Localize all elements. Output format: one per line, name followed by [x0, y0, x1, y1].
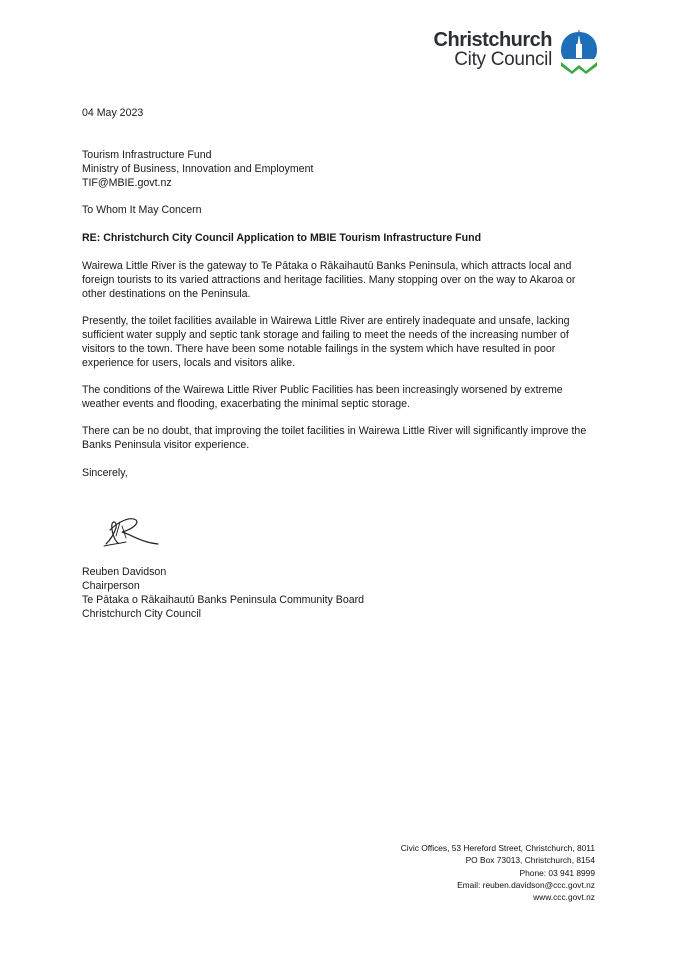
body-paragraph: [82, 424, 597, 452]
closing-text: Sincerely,: [82, 467, 128, 479]
recipient-line: Tourism Infrastructure Fund: [82, 149, 212, 161]
closing: [82, 466, 597, 480]
footer-website[interactable]: www.ccc.govt.nz: [533, 892, 595, 903]
body-paragraph: [82, 259, 597, 301]
footer-address: Civic Offices, 53 Hereford Street, Christchurch, 8011: [400, 843, 595, 853]
handwritten-signature: [100, 510, 162, 550]
greeting-text: To Whom It May Concern: [82, 204, 202, 216]
logo-wordmark: [434, 30, 552, 70]
recipient-line: Ministry of Business, Innovation and Employment: [82, 163, 314, 175]
recipient-email: TIF@MBIE.govt.nz: [82, 177, 172, 189]
footer-po-box: PO Box 73013, Christchurch, 8154: [465, 855, 595, 866]
paragraph-text: The conditions of the Wairewa Little River Public Facilities has been increasingly worsened by extreme weather events and flooding, exacerbating the minimal septic storage.: [82, 384, 563, 410]
council-logo: [428, 30, 600, 74]
signer-name: Reuben Davidson: [82, 566, 167, 578]
footer-email[interactable]: Email: reuben.davidson@ccc.govt.nz: [457, 879, 595, 890]
body-paragraph: [82, 383, 597, 411]
signer-block: [82, 565, 597, 621]
signer-title: Chairperson: [82, 580, 140, 592]
footer-phone: Phone: 03 941 8999: [519, 867, 595, 878]
logo-line-2: City Council: [454, 49, 552, 70]
subject-line: [82, 231, 597, 245]
cathedral-emblem-icon: [558, 30, 600, 74]
signer-board: Te Pātaka o Rākaihautū Banks Peninsula Community Board: [82, 594, 365, 606]
signer-organisation: Christchurch City Council: [82, 608, 201, 620]
date-text: 04 May 2023: [82, 107, 144, 119]
paragraph-text: There can be no doubt, that improving the toilet facilities in Wairewa Little River will significantly improve the Banks Peninsula visitor experience.: [82, 425, 587, 451]
body-paragraph: [82, 314, 597, 370]
paragraph-text: Presently, the toilet facilities available in Wairewa Little River are entirely inadequate and unsafe, lacking sufficient water supply and septic tank storage and failing to meet the needs of the increasing number of visitors to the town. There have been some notable failings in the system which have resulted in poor experience for users, locals and visitors alike.: [82, 315, 570, 369]
footer-contact: [401, 842, 595, 903]
logo-line-1: Christchurch: [433, 29, 552, 51]
subject-text: RE: Christchurch City Council Application to MBIE Tourism Infrastructure Fund: [82, 232, 482, 244]
paragraph-text: Wairewa Little River is the gateway to Te Pātaka o Rākaihautū Banks Peninsula, which attracts local and foreign tourists to its varied attractions and heritage facilities. Many stopping over on the way to Akaroa or other destinations on the Peninsula.: [82, 260, 576, 300]
letter-date: [82, 106, 597, 120]
recipient-address: [82, 148, 597, 190]
salutation: [82, 203, 597, 217]
